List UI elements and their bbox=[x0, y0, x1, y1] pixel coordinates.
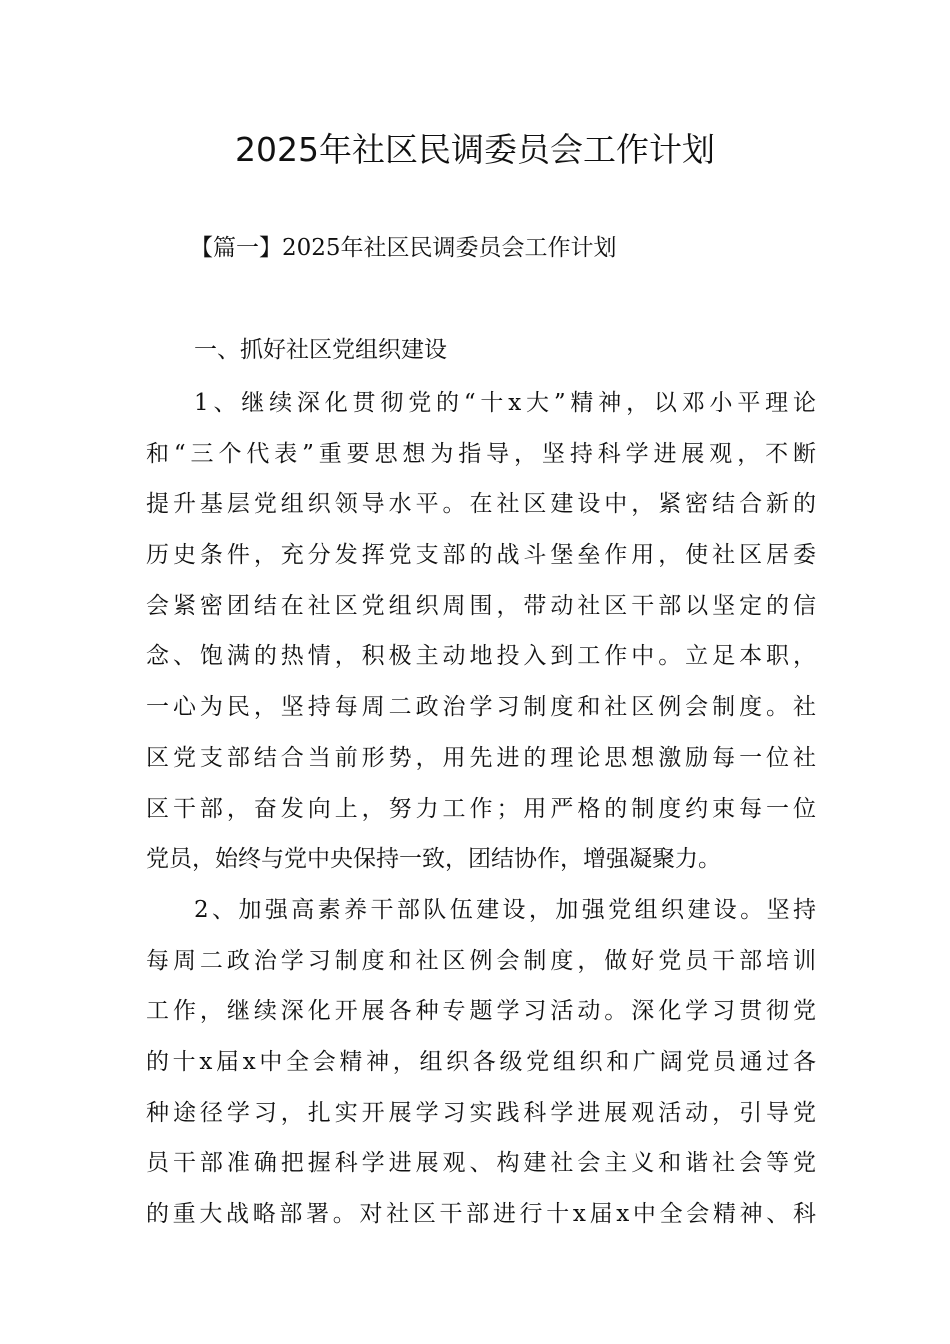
paragraph-line: 念、饱满的热情，积极主动地投入到工作中。立足本职， bbox=[146, 643, 816, 670]
paragraph-line: 会紧密团结在社区党组织周围，带动社区干部以坚定的信 bbox=[146, 592, 816, 619]
paragraph-line: 历史条件，充分发挥党支部的战斗堡垒作用，使社区居委 bbox=[146, 542, 816, 569]
section-heading: 一、抓好社区党组织建设 bbox=[194, 337, 447, 363]
paragraph-line: 2、加强高素养干部队伍建设，加强党组织建设。坚持 bbox=[194, 896, 816, 923]
paragraph-line: 区干部，奋发向上，努力工作；用严格的制度约束每一位 bbox=[146, 795, 816, 822]
paragraph-line: 的十x届x中全会精神，组织各级党组织和广阔党员通过各 bbox=[146, 1048, 816, 1075]
paragraph-line: 一心为民，坚持每周二政治学习制度和社区例会制度。社 bbox=[146, 694, 816, 721]
paragraph-line: 员干部准确把握科学进展观、构建社会主义和谐社会等党 bbox=[146, 1150, 816, 1177]
document-body bbox=[146, 378, 816, 1240]
paragraph-line: 和“三个代表”重要思想为指导，坚持科学进展观，不断 bbox=[146, 440, 816, 467]
paragraph-line: 提升基层党组织领导水平。在社区建设中，紧密结合新的 bbox=[146, 491, 816, 518]
document-subtitle: 【篇一】2025年社区民调委员会工作计划 bbox=[190, 235, 617, 261]
paragraph-line: 工作，继续深化开展各种专题学习活动。深化学习贯彻党 bbox=[146, 998, 816, 1025]
paragraph-line: 1、继续深化贯彻党的“十x大”精神，以邓小平理论 bbox=[194, 390, 816, 416]
paragraph-line: 每周二政治学习制度和社区例会制度，做好党员干部培训 bbox=[146, 947, 816, 974]
document-title: 2025年社区民调委员会工作计划 bbox=[235, 130, 715, 169]
paragraph-line: 的重大战略部署。对社区干部进行十x届x中全会精神、科 bbox=[146, 1201, 816, 1227]
paragraph-line: 种途径学习，扎实开展学习实践科学进展观活动，引导党 bbox=[146, 1099, 816, 1126]
paragraph-line: 区党支部结合当前形势，用先进的理论思想激励每一位社 bbox=[146, 744, 816, 771]
paragraph-line: 党员，始终与党中央保持一致，团结协作，增强凝聚力。 bbox=[146, 846, 721, 873]
